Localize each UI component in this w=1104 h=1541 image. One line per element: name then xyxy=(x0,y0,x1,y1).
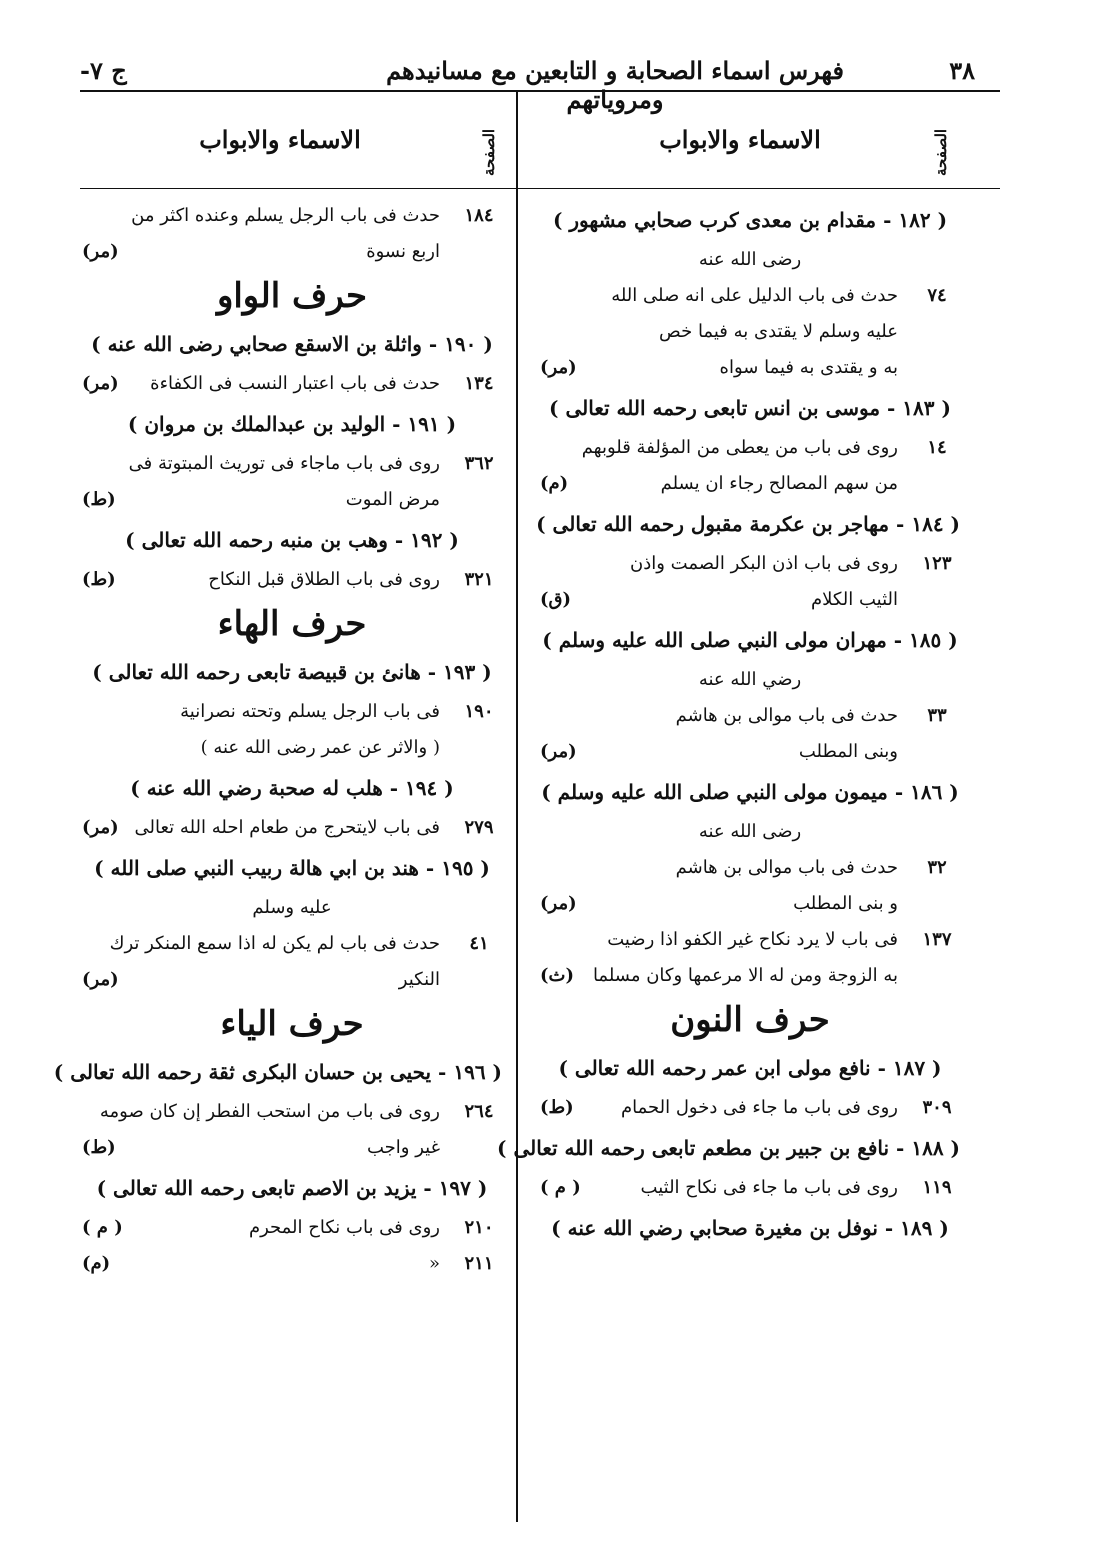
entry-page-number: ٣٦٢ xyxy=(464,453,494,474)
entry-text: وبنى المطلب xyxy=(798,741,898,762)
entry-text: عليه وسلم لا يقتدى به فيما خص xyxy=(659,321,898,342)
header-rule xyxy=(80,90,1000,92)
index-entry xyxy=(540,278,960,314)
column-divider xyxy=(516,92,518,1522)
left-column xyxy=(53,198,502,1282)
entry-page-number: ٧٤ xyxy=(927,285,947,306)
index-entry xyxy=(540,698,960,734)
index-entry xyxy=(82,366,502,402)
entry-page-number: ١١٩ xyxy=(922,1177,952,1198)
narrator-heading: ( ١٨٢ - مقدام بن معدى كرب صحابي مشهور ) xyxy=(552,208,948,232)
entry-page-number: ٣٣ xyxy=(927,705,947,726)
narrator-heading: ( ١٩٤ - هلب له صحبة رضي الله عنه ) xyxy=(130,776,454,800)
page-number: ٣٨ xyxy=(949,56,975,85)
entry-page-number: ٢١٠ xyxy=(464,1217,494,1238)
narrator-heading: ( ١٨٦ - ميمون مولى النبي صلى الله عليه وسلم ) xyxy=(541,780,959,804)
entry-page-number: ١٨٤ xyxy=(464,205,494,226)
entry-text: حدث فى باب موالى بن هاشم xyxy=(675,705,898,726)
narrator-heading: ( ١٩٧ - يزيد بن الاصم تابعى رحمه الله تعالى ) xyxy=(96,1176,488,1200)
narrator-heading: ( ١٨٥ - مهران مولى النبي صلى الله عليه وسلم ) xyxy=(542,628,958,652)
index-entry xyxy=(540,582,960,618)
narrator-heading: ( ١٨٨ - نافع بن جبير بن مطعم تابعى رحمه الله تعالى ) xyxy=(497,1136,960,1160)
index-entry xyxy=(82,962,502,998)
index-entry xyxy=(540,546,960,582)
letter-heading: حرف الهاء xyxy=(217,604,367,644)
entry-text: اربع نسوة xyxy=(366,241,440,262)
entry-text: فى باب الرجل يسلم وتحته نصرانية xyxy=(180,701,440,722)
index-entry xyxy=(540,850,960,886)
narrator-heading: ( ١٩٣ - هانئ بن قبيصة تابعى رحمه الله تعالى ) xyxy=(92,660,492,684)
source-mark: (مر) xyxy=(540,893,577,914)
entry-text: حدث فى باب موالى بن هاشم xyxy=(675,857,898,878)
source-mark: (ط) xyxy=(82,1137,116,1158)
entry-page-number: ٤١ xyxy=(469,933,489,954)
heading-continuation: رضي الله عنه xyxy=(698,669,802,690)
index-entry xyxy=(82,1094,502,1130)
entry-text: به الزوجة ومن له الا مرعمها وكان مسلما xyxy=(592,965,898,986)
entry-text: فى باب لايتحرج من طعام احله الله تعالى xyxy=(134,817,440,838)
entry-text: فى باب لا يرد نكاح غير الكفو اذا رضيت xyxy=(607,929,898,950)
index-entry xyxy=(540,314,960,350)
entry-page-number: ٣٠٩ xyxy=(922,1097,952,1118)
left-column-header: الاسماء والابواب xyxy=(199,125,361,154)
index-entry xyxy=(540,350,960,386)
entry-text: حدث فى باب لم يكن له اذا سمع المنكر ترك xyxy=(109,933,440,954)
index-entry xyxy=(82,198,502,234)
source-mark: (مر) xyxy=(540,741,577,762)
heading-continuation: رضى الله عنه xyxy=(698,249,802,270)
left-page-column-label: الصفحة xyxy=(480,128,498,176)
right-page-column-label: الصفحة xyxy=(932,128,950,176)
page-title: فهرس اسماء الصحابة و التابعين مع مسانيدهم ومروياتهم xyxy=(386,56,844,114)
source-mark: (مر) xyxy=(82,969,119,990)
index-entry xyxy=(82,810,502,846)
entry-page-number: ١٣٤ xyxy=(464,373,494,394)
right-column-header: الاسماء والابواب xyxy=(659,125,821,154)
letter-heading: حرف الواو xyxy=(216,276,368,316)
index-entry xyxy=(82,1130,502,1166)
entry-page-number: ٢٦٤ xyxy=(464,1101,494,1122)
index-entry xyxy=(82,926,502,962)
index-entry xyxy=(82,1210,502,1246)
entry-text: مرض الموت xyxy=(345,489,440,510)
index-entry xyxy=(540,886,960,922)
index-entry xyxy=(540,734,960,770)
entry-text: حدث فى باب الرجل يسلم وعنده اكثر من xyxy=(131,205,440,226)
heading-continuation: عليه وسلم xyxy=(252,897,332,918)
source-mark: (مر) xyxy=(540,357,577,378)
page-header xyxy=(80,50,1000,114)
index-entry xyxy=(540,958,960,994)
entry-text: به و يقتدى به فيما سواه xyxy=(719,357,898,378)
source-mark: (مر) xyxy=(82,373,119,394)
right-column xyxy=(497,198,960,1250)
index-entry xyxy=(82,730,502,766)
entry-page-number: ٢٧٩ xyxy=(464,817,494,838)
entry-page-number: ٣٢ xyxy=(927,857,947,878)
index-entry xyxy=(82,446,502,482)
source-mark: (ث) xyxy=(540,965,574,986)
entry-text: روى فى باب اذن البكر الصمت واذن xyxy=(630,553,898,574)
heading-continuation: رضى الله عنه xyxy=(698,821,802,842)
index-entry xyxy=(82,482,502,518)
index-entry xyxy=(540,1170,960,1206)
narrator-heading: ( ١٩١ - الوليد بن عبدالملك بن مروان ) xyxy=(127,412,457,436)
source-mark: (ط) xyxy=(82,489,116,510)
entry-text: روى فى باب الطلاق قبل النكاح xyxy=(208,569,440,590)
entry-text: روى فى باب من استحب الفطر إن كان صومه xyxy=(99,1101,440,1122)
volume-label: ج ٧- xyxy=(80,56,127,85)
source-mark: (مر) xyxy=(82,817,119,838)
entry-text: الثيب الكلام xyxy=(810,589,898,610)
narrator-heading: ( ١٨٣ - موسى بن انس تابعى رحمه الله تعالى ) xyxy=(549,396,951,420)
narrator-heading: ( ١٩٦ - يحيى بن حسان البكرى ثقة رحمه الله تعالى ) xyxy=(53,1060,502,1084)
index-entry xyxy=(540,922,960,958)
source-mark: (م) xyxy=(540,473,569,494)
source-mark: (ط) xyxy=(82,569,116,590)
source-mark: ( م ) xyxy=(82,1217,123,1238)
entry-text: حدث فى باب الدليل على انه صلى الله xyxy=(611,285,898,306)
narrator-heading: ( ١٩٠ - واثلة بن الاسقع صحابي رضى الله عنه ) xyxy=(91,332,493,356)
source-mark: (ق) xyxy=(540,589,571,610)
letter-heading: حرف النون xyxy=(670,1000,830,1040)
entry-text: النكير xyxy=(398,969,440,990)
entry-text: روى فى باب ما جاء فى دخول الحمام xyxy=(620,1097,898,1118)
entry-page-number: ١٩٠ xyxy=(464,701,494,722)
entry-text: من سهم المصالح رجاء ان يسلم xyxy=(660,473,898,494)
index-entry xyxy=(82,562,502,598)
entry-text: حدث فى باب اعتبار النسب فى الكفاءة xyxy=(150,373,440,394)
source-mark: (م) xyxy=(82,1253,111,1274)
entry-page-number: ١٤ xyxy=(927,437,947,458)
entry-text: « xyxy=(428,1253,440,1274)
source-mark: (مر) xyxy=(82,241,119,262)
entry-page-number: ١٣٧ xyxy=(922,929,952,950)
source-mark: (ط) xyxy=(540,1097,574,1118)
entry-text: روى فى باب نكاح المحرم xyxy=(248,1217,440,1238)
entry-text: روى فى باب من يعطى من المؤلفة قلوبهم xyxy=(581,437,898,458)
source-mark: ( م ) xyxy=(540,1177,581,1198)
column-header-rule xyxy=(80,188,1000,189)
index-entry xyxy=(540,466,960,502)
letter-heading: حرف الياء xyxy=(220,1004,364,1044)
entry-text: ( والاثر عن عمر رضى الله عنه ) xyxy=(200,737,440,758)
narrator-heading: ( ١٨٤ - مهاجر بن عكرمة مقبول رحمه الله تعالى ) xyxy=(536,512,960,536)
entry-page-number: ١٢٣ xyxy=(922,553,952,574)
narrator-heading: ( ١٩٥ - هند بن ابي هالة ربيب النبي صلى الله ) xyxy=(94,856,490,880)
index-entry xyxy=(540,430,960,466)
entry-text: روى فى باب ما جاء فى نكاح الثيب xyxy=(640,1177,898,1198)
narrator-heading: ( ١٨٧ - نافع مولى ابن عمر رحمه الله تعالى ) xyxy=(558,1056,942,1080)
entry-page-number: ٢١١ xyxy=(464,1253,494,1274)
index-entry xyxy=(82,694,502,730)
entry-text: و بنى المطلب xyxy=(793,893,898,914)
entry-text: روى فى باب ماجاء فى توريث المبتوتة فى xyxy=(128,453,440,474)
index-entry xyxy=(540,1090,960,1126)
narrator-heading: ( ١٨٩ - نوفل بن مغيرة صحابي رضي الله عنه ) xyxy=(551,1216,949,1240)
index-entry xyxy=(82,234,502,270)
entry-text: غير واجب xyxy=(367,1137,440,1158)
index-entry xyxy=(82,1246,502,1282)
narrator-heading: ( ١٩٢ - وهب بن منبه رحمه الله تعالى ) xyxy=(125,528,459,552)
entry-page-number: ٣٢١ xyxy=(464,569,494,590)
